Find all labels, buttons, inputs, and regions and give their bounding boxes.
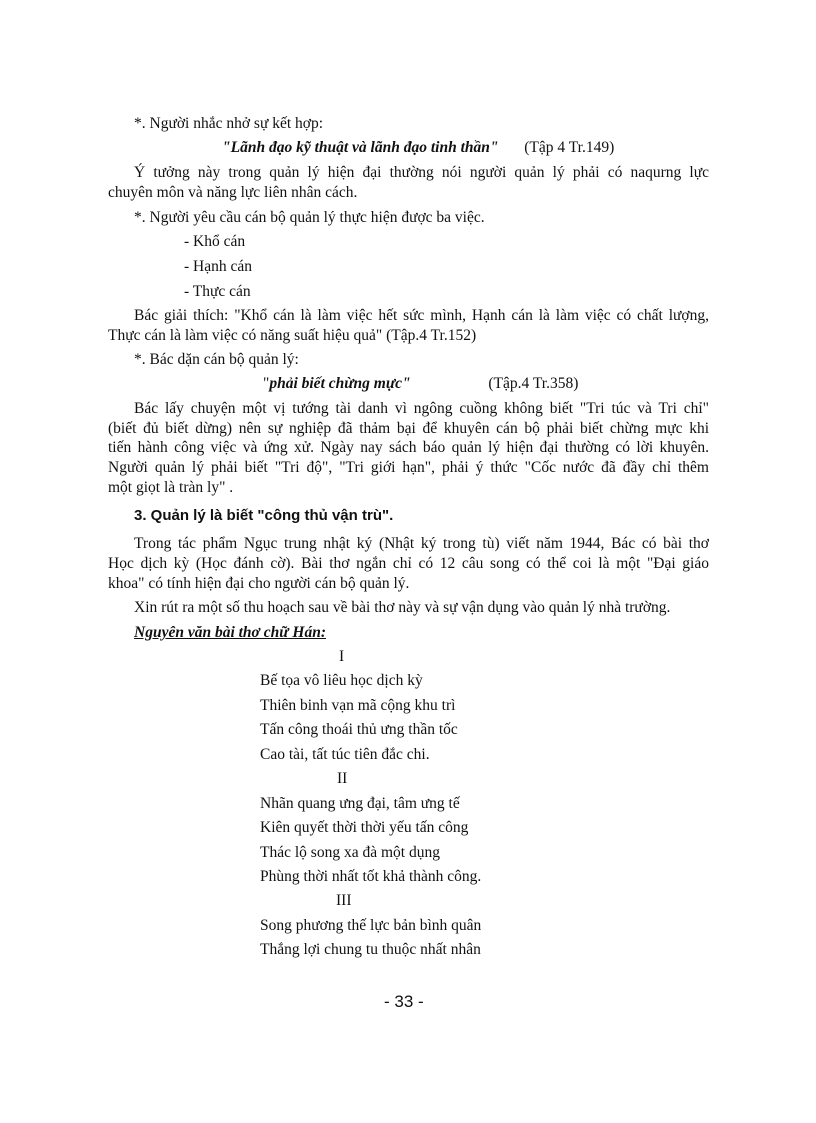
reference: (Tập 4 Tr.149)	[524, 139, 615, 156]
section-heading: 3. Quản lý là biết "công thủ vận trù".	[134, 507, 394, 524]
text-line: *. Người yêu cầu cán bộ quản lý thực hiện được ba việc.	[134, 209, 485, 226]
quote-line	[263, 374, 578, 394]
stanza-number: III	[336, 892, 352, 909]
poem-line: Nhãn quang ưng đại, tâm ưng tế	[260, 795, 460, 812]
poem-line: Bế tọa vô liêu học dịch kỳ	[260, 672, 423, 689]
text-line: *. Người nhắc nhở sự kết hợp:	[134, 115, 324, 132]
list-item: - Thực cán	[184, 283, 251, 300]
text-line: (biết đủ biết dừng) nên sự nghiệp đã thảm bại để khuyên cán bộ phải biết chừng mực khi	[108, 420, 709, 437]
text-line: khoa" có tính hiện đại cho người cán bộ quản lý.	[108, 575, 410, 592]
text-line: Học dịch kỳ (Học đánh cờ). Bài thơ ngắn chỉ có 12 câu song có thể coi là một "Đại giáo	[108, 555, 709, 572]
poem-line: Phùng thời nhất tốt khả thành công.	[260, 868, 482, 885]
text-line: tiến hành công việc và ứng xử. Ngày nay sách báo quản lý hiện đại thường có lời khuyên.	[108, 439, 709, 456]
list-item: - Hạnh cán	[184, 258, 252, 275]
poem-line: Kiên quyết thời thời yếu tấn công	[260, 819, 469, 836]
poem-line: Cao tài, tất túc tiên đắc chi.	[260, 746, 430, 763]
stanza-number: II	[337, 770, 348, 787]
text-line: *. Bác dặn cán bộ quản lý:	[134, 351, 299, 368]
text-line: Xin rút ra một số thu hoạch sau về bài thơ này và sự vận dụng vào quản lý nhà trường.	[134, 599, 671, 616]
poem-title: Nguyên văn bài thơ chữ Hán:	[134, 624, 326, 641]
poem-line: Song phương thế lực bản bình quân	[260, 917, 482, 934]
quote-text: "Lãnh đạo kỹ thuật và lãnh đạo tinh thần"	[222, 139, 499, 156]
list-item: - Khổ cán	[184, 233, 246, 250]
poem-line: Thắng lợi chung tu thuộc nhất nhân	[260, 941, 481, 958]
poem-line: Tấn công thoái thủ ưng thần tốc	[260, 721, 458, 738]
text-line: Trong tác phẩm Ngục trung nhật ký (Nhật ký trong tù) viết năm 1944, Bác có bài thơ	[134, 535, 709, 552]
quote-text: phải biết chừng mực"	[269, 375, 411, 392]
text-line: một giọt là tràn ly" .	[108, 479, 234, 496]
poem-line: Thác lộ song xa đà một dụng	[260, 844, 440, 861]
text-line: chuyên môn và năng lực liên nhân cách.	[108, 184, 358, 201]
page-number: - 33 -	[384, 992, 424, 1011]
text-line: Bác lấy chuyện một vị tướng tài danh vì ngông cuồng không biết "Tri túc và Tri chỉ"	[134, 400, 709, 417]
stanza-number: I	[339, 648, 345, 665]
text-line: Người quản lý phải biết "Tri độ", "Tri giới hạn", phải ý thức "Cốc nước đã đầy chỉ thêm	[108, 459, 709, 476]
quote-line	[222, 138, 614, 158]
poem-line: Thiên binh vạn mã cộng khu trì	[260, 697, 456, 714]
text-line: Thực cán là làm việc có năng suất hiệu quả" (Tập.4 Tr.152)	[108, 327, 477, 344]
quote-mark: "	[263, 375, 270, 392]
text-line: Bác giải thích: "Khổ cán là làm việc hết sức mình, Hạnh cán là làm việc có chất lượng,	[134, 307, 709, 324]
reference: (Tập.4 Tr.358)	[488, 375, 579, 392]
text-line: Ý tưởng này trong quản lý hiện đại thường nói người quản lý phải có naqurng lực	[134, 164, 709, 181]
